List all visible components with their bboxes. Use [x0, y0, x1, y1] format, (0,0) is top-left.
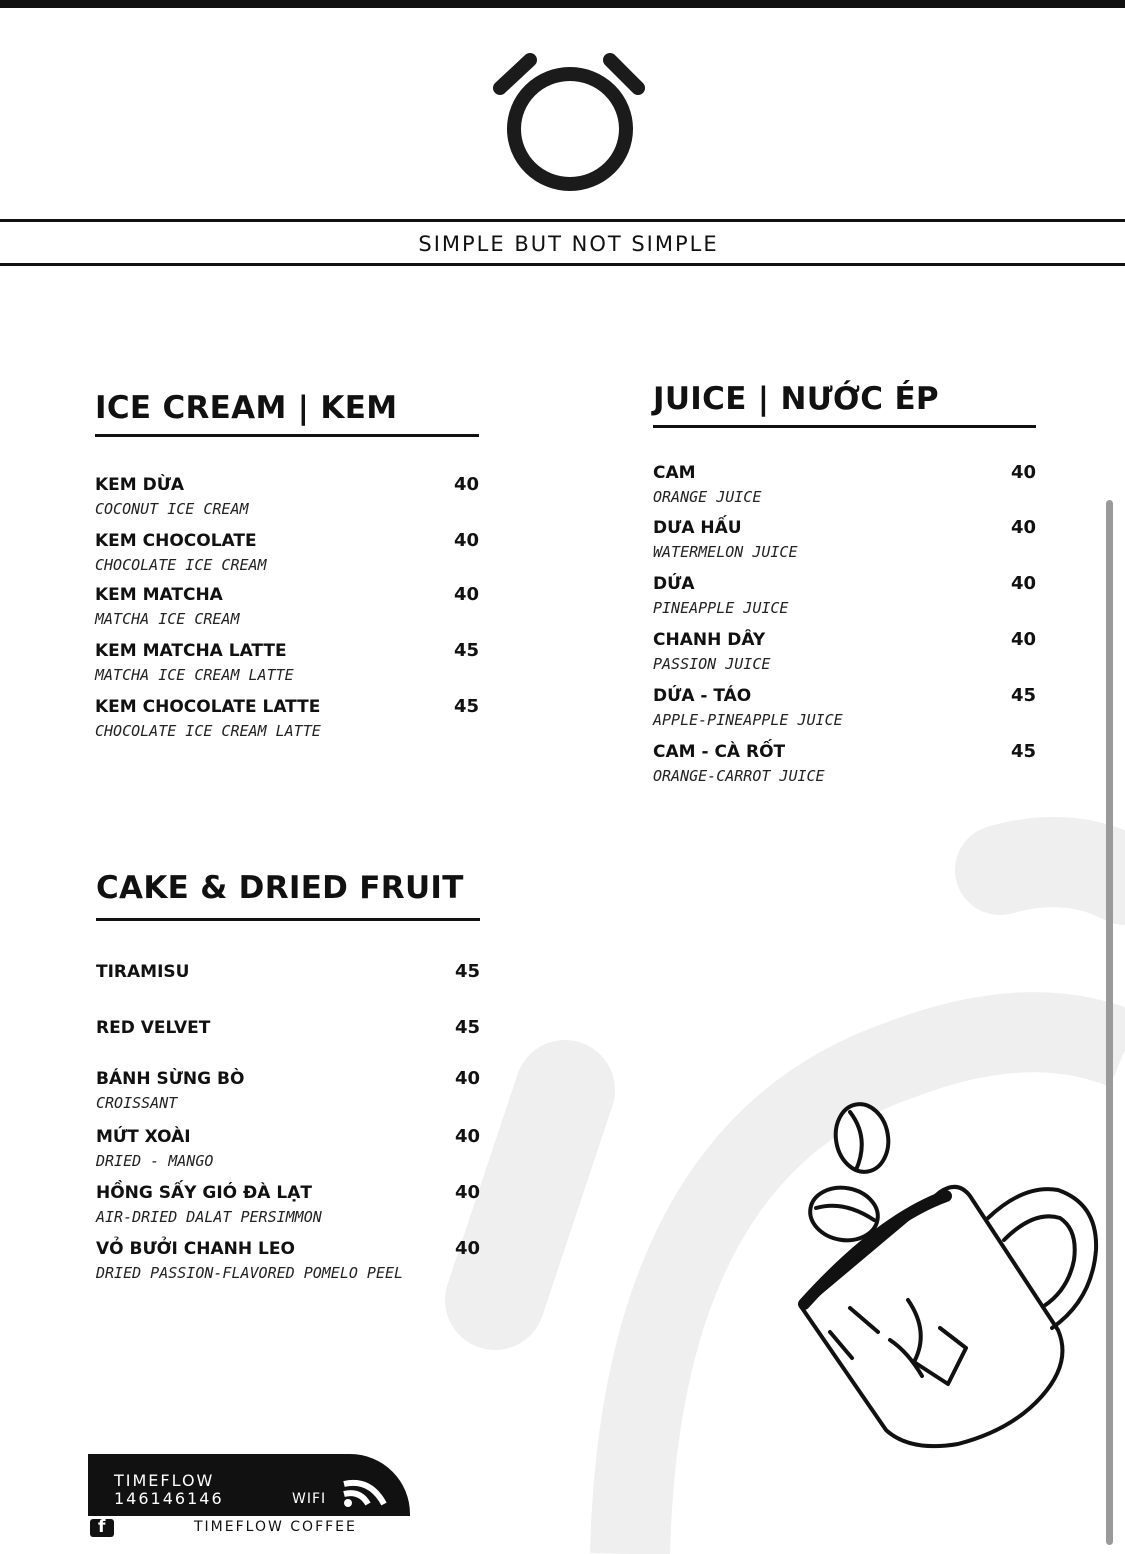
- item-description: CHOCOLATE ICE CREAM LATTE: [95, 722, 321, 740]
- item-price: 45: [1010, 741, 1036, 762]
- item-description: DRIED PASSION-FLAVORED POMELO PEEL: [96, 1264, 404, 1282]
- item-description: DRIED - MANGO: [96, 1152, 214, 1170]
- item-price: 40: [1010, 462, 1036, 483]
- menu-item: [653, 741, 1036, 787]
- item-description: WATERMELON JUICE: [653, 543, 798, 561]
- item-price: 45: [454, 961, 480, 982]
- item-name: DƯA HẤU: [653, 518, 742, 538]
- item-description: APPLE-PINEAPPLE JUICE: [653, 711, 843, 729]
- menu-item: [95, 584, 479, 630]
- item-price: 40: [1010, 517, 1036, 538]
- item-price: 40: [453, 530, 479, 551]
- wifi-info-box: [88, 1454, 410, 1516]
- section-divider: [96, 918, 480, 921]
- item-name: CHANH DÂY: [653, 630, 766, 650]
- item-description: CHOCOLATE ICE CREAM: [95, 556, 267, 574]
- item-price: 40: [454, 1182, 480, 1203]
- item-name: CAM: [653, 463, 696, 483]
- alarm-clock-icon: [490, 48, 650, 198]
- item-name: CAM - CÀ RỐT: [653, 742, 786, 762]
- item-name: KEM CHOCOLATE: [95, 531, 257, 551]
- facebook-page-name: TIMEFLOW COFFEE: [194, 1519, 357, 1535]
- section-juice: [653, 379, 1036, 785]
- item-price: 45: [454, 1017, 480, 1038]
- item-name: MỨT XOÀI: [96, 1127, 191, 1147]
- item-name: TIRAMISU: [96, 962, 190, 982]
- wifi-password: 146146146: [114, 1489, 224, 1508]
- item-description: COCONUT ICE CREAM: [95, 500, 249, 518]
- item-description: MATCHA ICE CREAM LATTE: [95, 666, 294, 684]
- menu-item: [653, 629, 1036, 675]
- menu-item: [95, 696, 479, 742]
- item-description: MATCHA ICE CREAM: [95, 610, 240, 628]
- item-price: 40: [454, 1068, 480, 1089]
- facebook-icon[interactable]: f: [90, 1519, 114, 1537]
- menu-item: [96, 1126, 480, 1172]
- item-price: 40: [453, 474, 479, 495]
- item-name: DỨA - TÁO: [653, 686, 752, 706]
- section-divider: [653, 425, 1036, 428]
- tagline-top-rule: [0, 219, 1125, 222]
- section-title: ICE CREAM | KEM: [95, 390, 398, 426]
- menu-item: [95, 530, 479, 576]
- menu-item: [653, 685, 1036, 731]
- item-price: 40: [453, 584, 479, 605]
- item-price: 40: [1010, 573, 1036, 594]
- menu-item: [96, 961, 480, 983]
- section-ice-cream: [95, 388, 479, 740]
- top-border: [0, 0, 1125, 8]
- item-description: PINEAPPLE JUICE: [653, 599, 789, 617]
- menu-item: [653, 517, 1036, 563]
- item-description: AIR-DRIED DALAT PERSIMMON: [96, 1208, 322, 1226]
- item-name: KEM MATCHA LATTE: [95, 641, 287, 661]
- menu-item: [96, 1182, 480, 1228]
- item-price: 45: [1010, 685, 1036, 706]
- item-description: PASSION JUICE: [653, 655, 771, 673]
- menu-item: [96, 1017, 480, 1039]
- section-divider: [95, 434, 479, 437]
- item-description: ORANGE JUICE: [653, 488, 762, 506]
- menu-item: [95, 640, 479, 686]
- menu-item: [653, 462, 1036, 508]
- section-title: CAKE & DRIED FRUIT: [96, 870, 464, 906]
- item-price: 40: [1010, 629, 1036, 650]
- item-description: CROISSANT: [96, 1094, 178, 1112]
- tagline-bottom-rule: [0, 263, 1125, 266]
- item-name: KEM DỪA: [95, 475, 185, 495]
- item-price: 40: [454, 1238, 480, 1259]
- item-name: KEM MATCHA: [95, 585, 223, 605]
- menu-item: [95, 474, 479, 520]
- section-title: JUICE | NƯỚC ÉP: [653, 381, 939, 417]
- item-description: ORANGE-CARROT JUICE: [653, 767, 825, 785]
- item-price: 45: [453, 696, 479, 717]
- coffee-mug-illustration: [790, 1100, 1110, 1460]
- item-name: VỎ BƯỞI CHANH LEO: [96, 1239, 295, 1259]
- menu-item: [653, 573, 1036, 619]
- item-name: BÁNH SỪNG BÒ: [96, 1069, 245, 1089]
- section-cake-dried-fruit: [96, 868, 480, 1282]
- item-price: 45: [453, 640, 479, 661]
- wifi-network-name: TIMEFLOW: [114, 1471, 215, 1490]
- item-name: DỨA: [653, 574, 695, 594]
- wifi-icon: [340, 1468, 394, 1508]
- wifi-label: WIFI: [292, 1491, 327, 1507]
- item-name: HỒNG SẤY GIÓ ĐÀ LẠT: [96, 1183, 312, 1203]
- item-price: 40: [454, 1126, 480, 1147]
- item-name: KEM CHOCOLATE LATTE: [95, 697, 321, 717]
- menu-item: [96, 1238, 480, 1284]
- tagline: SIMPLE BUT NOT SIMPLE: [418, 232, 719, 256]
- item-name: RED VELVET: [96, 1018, 211, 1038]
- menu-item: [96, 1068, 480, 1114]
